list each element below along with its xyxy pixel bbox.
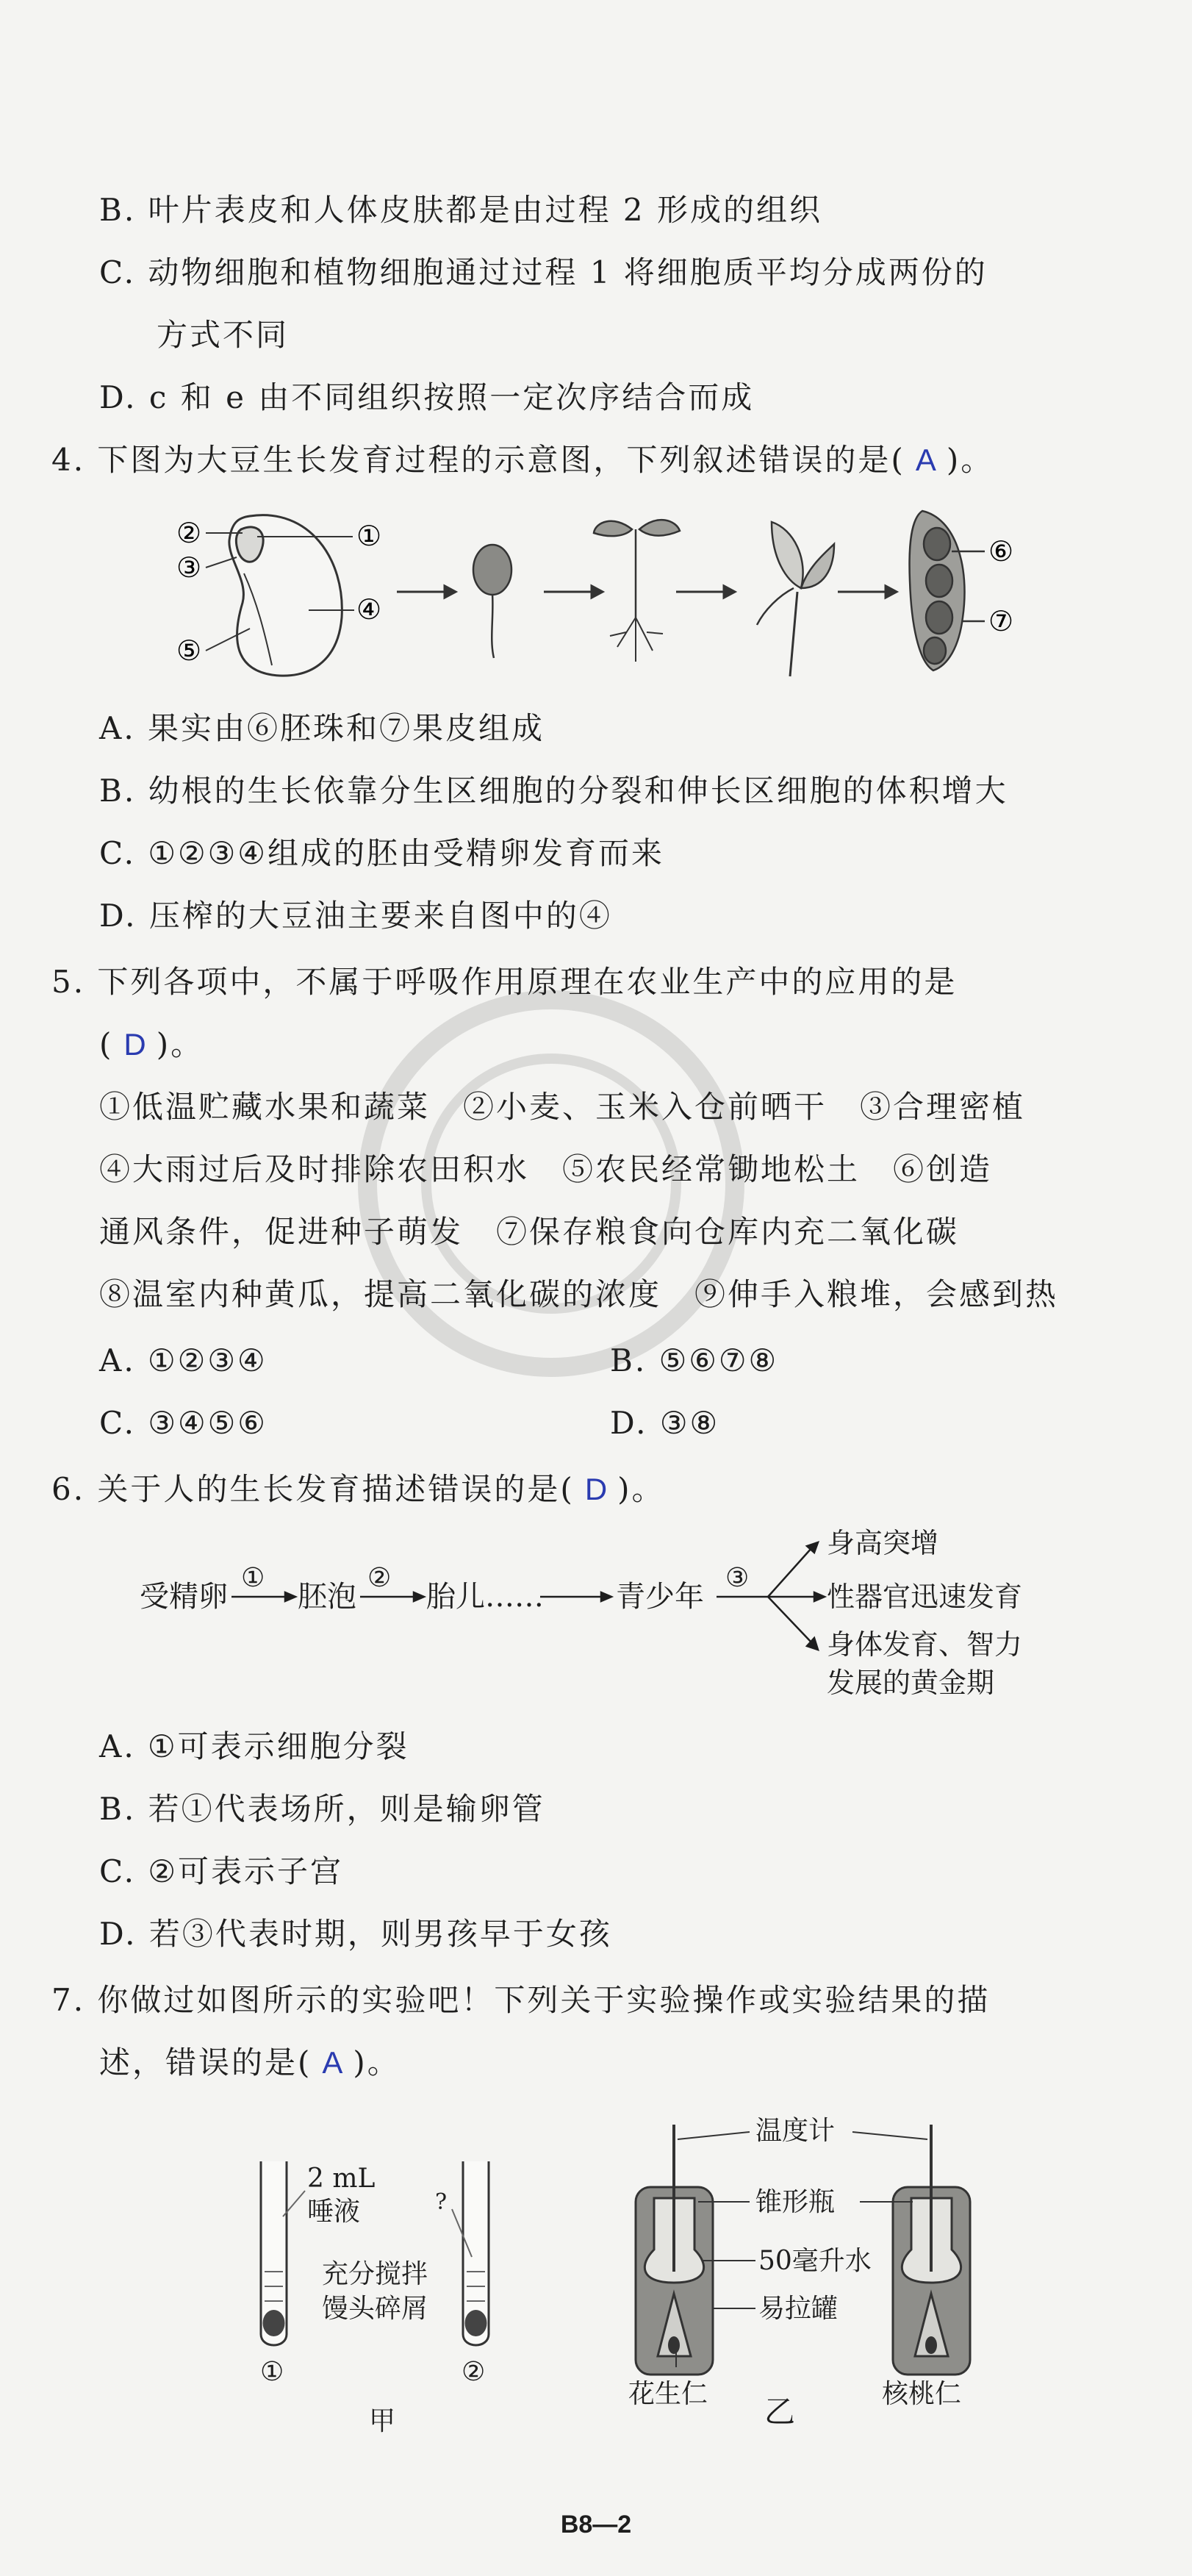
q5-option-b: B. ⑤⑥⑦⑧ [610, 1342, 779, 1378]
jia-tube-2: ② [462, 2357, 486, 2387]
jia-caption: 甲 [369, 2406, 396, 2433]
yi-flask: 锥形瓶 [755, 2187, 836, 2217]
q6-stem-text: 6. 关于人的生长发育描述错误的是( [51, 1471, 575, 1507]
q5-answer: D [123, 1027, 146, 1062]
q5-option-d: D. ③⑧ [610, 1405, 720, 1441]
soybean-diagram [162, 500, 1080, 691]
q6-close: )。 [617, 1471, 665, 1507]
flow-result-1: 身高突增 [827, 1527, 939, 1559]
q5-answer-line [99, 1026, 204, 1062]
yi-walnut: 核桃仁 [882, 2379, 962, 2409]
yi-caption: 乙 [764, 2394, 798, 2430]
q6-option-c: C. ②可表示子宫 [99, 1853, 343, 1889]
label-7: ⑦ [988, 605, 1014, 637]
q6-option-b: B. 若①代表场所，则是输卵管 [99, 1791, 545, 1827]
q7-close: )。 [353, 2044, 401, 2081]
flow-step-1: ① [241, 1563, 265, 1593]
jia-question-mark: ? [435, 2189, 448, 2215]
jia-volume: 2 mL [307, 2164, 376, 2194]
germinating-seed-figure [473, 545, 511, 658]
q6-option-d: D. 若③代表时期，则男孩早于女孩 [99, 1916, 612, 1952]
seed-figure [229, 515, 342, 676]
q4-stem-text: 4. 下图为大豆生长发育过程的示意图，下列叙述错误的是( [51, 442, 905, 478]
flow-step-2: ② [367, 1563, 392, 1593]
q5-items-1: ①低温贮藏水果和蔬菜 ②小麦、玉米入仓前晒干 ③合理密植 [99, 1089, 1026, 1125]
q5-items-3: 通风条件，促进种子萌发 ⑦保存粮食向仓库内充二氧化碳 [99, 1214, 960, 1250]
q4-option-a: A. 果实由⑥胚珠和⑦果皮组成 [99, 710, 545, 746]
flow-fetus: 胎儿…… [426, 1580, 544, 1614]
q5-option-a: A. ①②③④ [99, 1342, 268, 1378]
yi-water: 50毫升水 [758, 2246, 872, 2276]
label-2: ② [176, 517, 202, 549]
q6-stem [51, 1471, 665, 1507]
q5-close: )。 [156, 1026, 204, 1062]
q5-option-c: C. ③④⑤⑥ [99, 1405, 268, 1441]
pod-figure [910, 511, 985, 670]
flow-adolescent: 青少年 [616, 1580, 704, 1614]
q7-answer: A [322, 2045, 343, 2080]
flow-result-2: 性器官迅速发育 [827, 1581, 1023, 1613]
q4-answer: A [915, 443, 936, 477]
q4-stem [51, 442, 994, 478]
q4-option-d: D. 压榨的大豆油主要来自图中的④ [99, 898, 612, 934]
flow-zygote: 受精卵 [140, 1580, 228, 1614]
label-3: ③ [176, 551, 202, 584]
flow-step-3: ③ [725, 1563, 750, 1593]
q6-option-a: A. ①可表示细胞分裂 [99, 1728, 409, 1764]
q4-option-b: B. 幼根的生长依靠分生区细胞的分裂和伸长区细胞的体积增大 [99, 773, 1008, 809]
page-number: B8—2 [560, 2511, 632, 2539]
q4-option-c: C. ①②③④组成的胚由受精卵发育而来 [99, 835, 664, 871]
q7-stem-text: 述，错误的是( [99, 2044, 312, 2081]
q3-option-c: C. 动物细胞和植物细胞通过过程 1 将细胞质平均分成两份的 [99, 254, 988, 290]
yi-can: 易拉罐 [758, 2294, 839, 2324]
q5-items-2: ④大雨过后及时排除农田积水 ⑤农民经常锄地松土 ⑥创造 [99, 1151, 993, 1187]
development-flowchart [132, 1522, 1088, 1713]
q3-option-b: B. 叶片表皮和人体皮肤都是由过程 2 形成的组织 [99, 192, 822, 228]
q3-option-d: D. c 和 e 由不同组织按照一定次序结合而成 [99, 379, 755, 415]
label-5: ⑤ [176, 634, 202, 667]
yi-peanut: 花生仁 [628, 2379, 708, 2409]
q5-open: ( [99, 1026, 114, 1062]
flower-figure [757, 522, 834, 676]
arrows [397, 586, 897, 598]
figure-jia [243, 2147, 536, 2433]
q4-close: )。 [946, 442, 994, 478]
yi-thermometer: 温度计 [755, 2116, 836, 2146]
jia-bread: 馒头碎屑 [322, 2294, 428, 2324]
q7-stem: 7. 你做过如图所示的实验吧！下列关于实验操作或实验结果的描 [51, 1982, 991, 2018]
label-4: ④ [356, 593, 382, 626]
jia-stir: 充分搅拌 [322, 2259, 428, 2289]
flow-result-3b: 发展的黄金期 [827, 1667, 995, 1699]
jia-tube-1: ① [260, 2357, 284, 2387]
q5-stem: 5. 下列各项中，不属于呼吸作用原理在农业生产中的应用的是 [51, 964, 958, 1000]
label-6: ⑥ [988, 535, 1014, 568]
figure-yi [625, 2103, 1007, 2433]
q6-answer: D [584, 1472, 608, 1506]
q3-option-c-cont: 方式不同 [157, 317, 290, 353]
q5-items-4: ⑧温室内种黄瓜，提高二氧化碳的浓度 ⑨伸手入粮堆，会感到热 [99, 1276, 1059, 1312]
flow-result-3a: 身体发育、智力 [827, 1628, 1023, 1661]
jia-saliva: 唾液 [307, 2197, 361, 2227]
flow-blastocyst: 胚泡 [298, 1580, 356, 1614]
label-1: ① [356, 520, 382, 552]
q7-stem-cont [99, 2044, 401, 2081]
seedling-figure [594, 520, 680, 662]
